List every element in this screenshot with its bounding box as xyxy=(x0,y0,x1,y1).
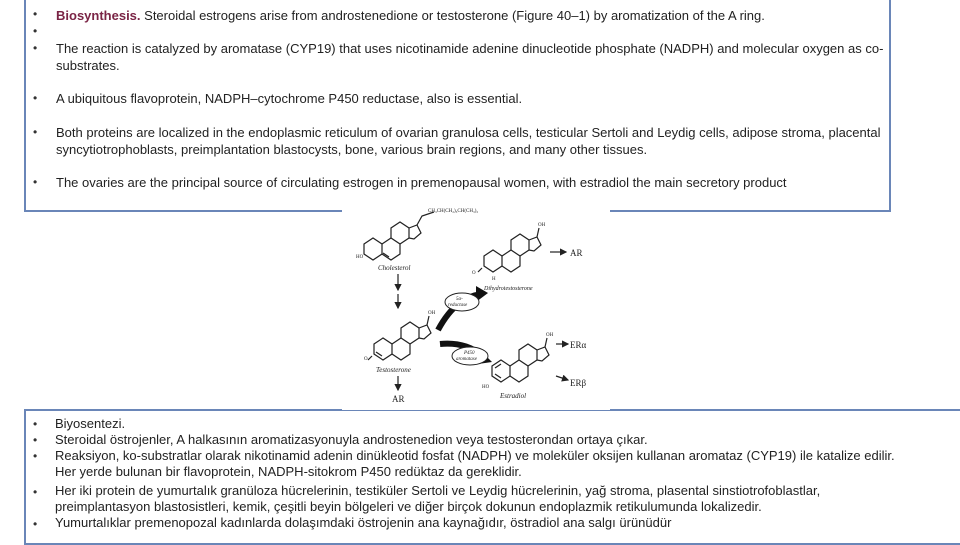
bullet: • xyxy=(33,91,38,105)
cholesterol-label: Cholesterol xyxy=(378,264,411,272)
bullet: • xyxy=(33,125,38,139)
pathway-svg xyxy=(342,204,610,410)
biosynthesis-heading: Biosynthesis. xyxy=(56,8,141,23)
dihydrotestosterone-label: Dihydrotestosterone xyxy=(484,286,533,292)
paragraph-ovaries: The ovaries are the principal source of circulating estrogen in premenopausal women, with estradiol the main secretory product xyxy=(56,175,787,190)
testosterone-structure xyxy=(368,316,431,360)
turkish-line: Reaksiyon, ko-substratlar olarak nikotinamid adenin dinükleotid fosfat (NADPH) ve moleküler oksijen kullanan aromataz (CYP19) ile katalize edilir. xyxy=(55,448,895,463)
aromatase-label-1: P450 xyxy=(464,351,475,356)
bullet: • xyxy=(33,175,38,189)
turkish-line: Her iki protein de yumurtalık granüloza hücrelerinin, testiküler Sertoli ve Leydig hücrelerinin, yağ stroma, plasental sinstiotrofoblastlar, xyxy=(55,483,821,498)
ar-label: AR xyxy=(570,248,583,258)
paragraph-localization: Both proteins are localized in the endoplasmic reticulum of ovarian granulosa cells, testicular Sertoli and Leydig cells, adipose stroma, placental syncytiotrophoblasts, preimplantation blastocysts, bone, various brain regions, and many other tissues. xyxy=(56,125,881,157)
aromatase-ellipse xyxy=(452,347,488,365)
biosynthesis-text: Steroidal estrogens arise from androstenedione or testosterone (Figure 40–1) by aromatization of the A ring. xyxy=(140,8,765,23)
turkish-line: preimplantasyon blastosistleri, kemik, çeşitli beyin bölgeleri ve diğer birçok dokunun endoplazmik retikulumunda lokalizedir. xyxy=(55,499,762,514)
turkish-line: Steroidal östrojenler, A halkasının aromatizasyonuyla androstenedion veya testosterondan ortaya çıkar. xyxy=(55,432,648,447)
ar-label: AR xyxy=(392,394,405,404)
bullet: • xyxy=(33,433,38,447)
bullet: • xyxy=(33,417,38,431)
testosterone-label: Testosterone xyxy=(376,366,411,374)
arrow-right xyxy=(556,376,568,380)
turkish-line: Yumurtalıklar premenopozal kadınlarda dolaşımdaki östrojenin ana kaynağıdır, östradiol ana salgı ürünüdür xyxy=(55,515,672,530)
turkish-line: Her yerde bulunan bir flavoprotein, NADPH-sitokrom P450 redüktaz da gereklidir. xyxy=(55,464,522,479)
bullet: • xyxy=(33,485,38,499)
turkish-text-box xyxy=(24,409,960,545)
bullet: • xyxy=(33,449,38,463)
o-label: O xyxy=(472,271,476,276)
reductase-label-1: 5α- xyxy=(456,297,463,302)
oh-label: OH xyxy=(546,333,554,338)
empty-bullet: • xyxy=(33,24,38,38)
estradiol-label: Estradiol xyxy=(500,392,527,400)
estrogen-biosynthesis-figure xyxy=(342,204,610,410)
ho-label: HO xyxy=(482,385,490,390)
er-alpha-label: ERα xyxy=(570,340,587,350)
reductase-ellipse xyxy=(445,293,479,311)
oh-label: OH xyxy=(538,223,546,228)
turkish-line: Biyosentezi. xyxy=(55,416,126,431)
h-label: H xyxy=(492,277,496,282)
reductase-label-2: reductase xyxy=(448,303,468,308)
oh-label: OH xyxy=(428,311,436,316)
aromatase-label-2: aromatase xyxy=(456,357,477,362)
cholesterol-structure xyxy=(364,212,434,260)
er-beta-label: ERβ xyxy=(570,378,587,388)
ho-label: HO xyxy=(356,255,364,260)
side-chain-label: CH₃CH(CH₂)₃CH(CH₃)₂ xyxy=(428,209,479,214)
english-text-box xyxy=(24,0,891,212)
bullet: • xyxy=(33,7,38,21)
bullet: • xyxy=(33,41,38,55)
paragraph-aromatase: The reaction is catalyzed by aromatase (CYP19) that uses nicotinamide adenine dinucleotide phosphate (NADPH) and molecular oxygen as co-substrates. xyxy=(56,41,884,73)
paragraph-biosynthesis xyxy=(56,7,886,24)
o-label: O xyxy=(364,357,368,362)
dihydrotestosterone-structure xyxy=(478,228,541,272)
bullet: • xyxy=(33,517,38,531)
paragraph-flavoprotein: A ubiquitous flavoprotein, NADPH–cytochrome P450 reductase, also is essential. xyxy=(56,91,523,106)
estradiol-structure xyxy=(492,338,549,382)
